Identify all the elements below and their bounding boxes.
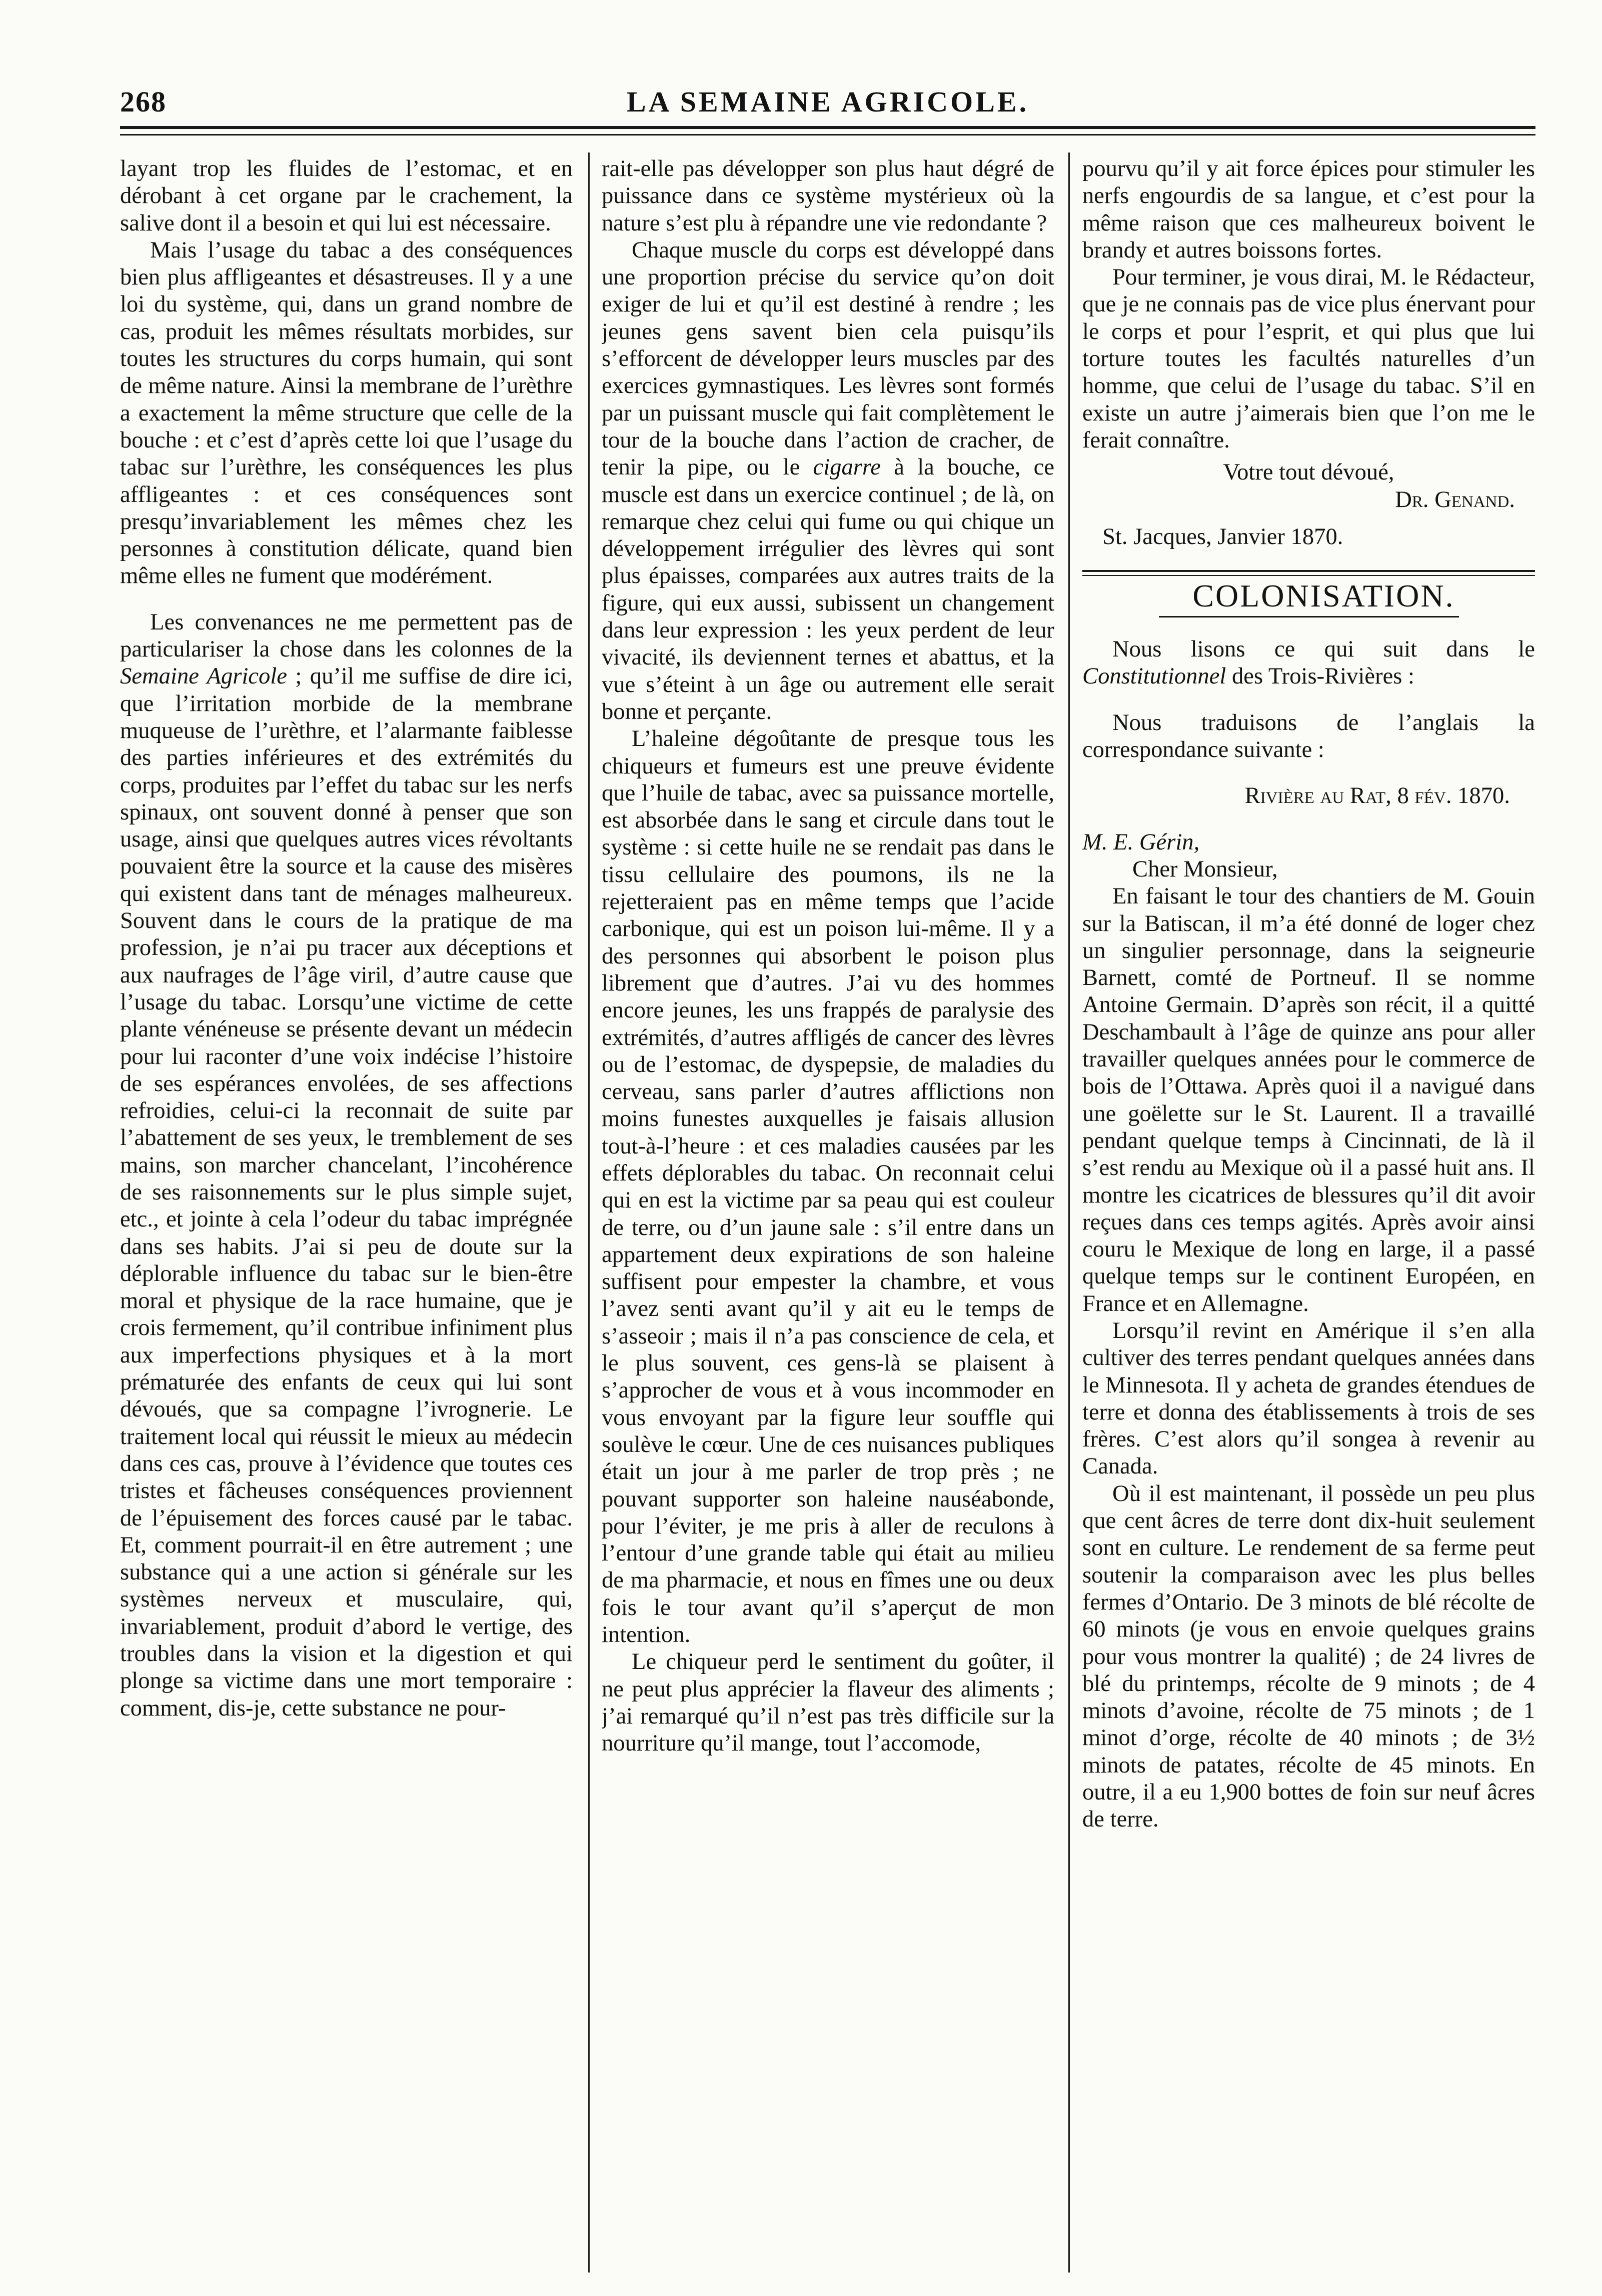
text-run: des Trois-Rivières :	[1226, 663, 1415, 690]
emphasis: cigarre	[813, 454, 881, 480]
column-3	[1082, 155, 1535, 2280]
text-run: à la bouche, ce muscle est dans un exercice continuel ; de là, on remarque chez celui qui fume ou qui chique un développement irrégulier des lèvres qui sont plus épaisses, comparées aux autres traits de la figure, qui eux aussi, subissent un changement dans leur expression : les yeux perdent de leur vivacité, ils deviennent ternes et abattus, et la vue s’éteint à un âge ou autrement elle serait bonne et perçante.	[602, 454, 1054, 724]
section-rule	[1082, 570, 1535, 572]
paragraph: L’haleine dégoûtante de presque tous les chiqueurs et fumeurs est une preuve évidente que l’huile de tabac, avec sa puissance mortelle, est absorbée dans le sang et circule dans tout le système : si cette huile ne se rendait pas dans le tissu cellulaire des poumons, ils ne la rejetteraient pas en même temps que l’acide carbonique, qui est un poison lui-même. Il y a des personnes qui absorbent le poison plus librement que d’autres. J’ai vu des hommes encore jeunes, les uns frappés de paralysie des extrémités, d’autres affligés de cancer des lèvres ou de l’estomac, de dyspepsie, de maladies du cerveau, sans parler d’autres afflictions non moins funestes auxquelles je faisais allusion tout-à-l’heure : et ces maladies causées par les effets déplorables du tabac. On reconnait celui qui en est la victime par sa peau qui est couleur de terre, ou d’un jaune sale : s’il entre dans un appartement deux expirations de son haleine suffisent pour empester la chambre, et vous l’avez senti avant qu’il y ait eu le temps de s’asseoir ; mais il n’a pas conscience de cela, et le plus souvent, ces gens-là se plaisent à s’approcher de vous et à vous incommoder en vous envoyant par la figure leur souffle qui soulève le cœur. Une de ces nuisances publiques était un jour à me parler de trop près ; ne pouvant supporter son haleine nauséabonde, pour l’éviter, je me pris à aller de reculons à l’entour d’une grande table qui était au milieu de ma pharmacie, et nous en fîmes une ou deux fois le tour avant qu’il s’aperçut de mon intention.	[602, 726, 1054, 1648]
section-underline	[1159, 616, 1459, 618]
text-run: ; qu’il me suffise de dire ici, que l’irritation morbide de la membrane muqueuse de l’urèthre, et l’alarmante faiblesse des parties inférieures et des extrémités du corps, produites par l’effet du tabac sur les nerfs spinaux, ont souvent donné à penser que son usage, ainsi que quelques autres vices révoltants pouvaient être la source et la cause des misères qui existent dans tant de ménages malheureux. Souvent dans le cours de la pratique de ma profession, je n’ai pu tracer aux déceptions et aux naufrages de l’âge viril, d’autre cause que l’usage du tabac. Lorsqu’une victime de cette plante vénéneuse se présente devant un médecin pour lui raconter d’une voix indécise l’histoire de ses espérances envolées, de ses affections refroidies, celui-ci la reconnait de suite par l’abattement de ses yeux, le tremblement de ses mains, son marcher chancelant, l’incohérence de ses raisonnements sur le plus simple sujet, etc., et jointe à cela l’odeur du tabac imprégnée dans ses habits. J’ai si peu de doute sur la déplorable influence du tabac sur le bien-être moral et physique de la race humaine, que je crois fermement, qu’il contribue infiniment plus aux imperfections physiques et à la mort prématurée des enfants de ceux qui lui sont dévoués, que sa compagne l’ivrognerie. Le traitement local qui réussit le mieux au médecin dans ces cas, prouve à l’évidence que toutes ces tristes et fâcheuses conséquences proviennent de l’épuisement des forces causé par le tabac. Et, comment pourrait-il en être autrement ; une substance qui a une action si générale sur les systèmes nerveux et musculaire, qui, invariablement, produit d’abord le vertige, des troubles dans la vision et la digestion et qui plonge sa victime dans une mort temporaire : comment, dis-je, cette substance ne pour-	[120, 663, 573, 1721]
paragraph: Pour terminer, je vous dirai, M. le Rédacteur, que je ne connais pas de vice plus énervant pour le corps et pour l’esprit, et qui plus que lui torture toutes les facultés naturelles d’un homme, que celui de l’usage du tabac. S’il en existe un autre j’aimerais bien que l’on me le ferait connaître.	[1082, 264, 1535, 453]
paragraph: Où il est maintenant, il possède un peu plus que cent âcres de terre dont dix-huit seulement sont en culture. Le rendement de sa ferme peut soutenir la comparaison avec les plus belles fermes d’Ontario. De 3 minots de blé récolte de 60 minots (je vous en envoie quelques grains pour vous montrer la qualité) ; de 24 livres de blé du printemps, récolte de 9 minots ; de 4 minots d’avoine, récolte de 75 minots ; de 1 minot d’orge, récolte de 40 minots ; de 3½ minots de patates, récolte de 45 minots. En outre, il a eu 1,900 bottes de foin sur neuf âcres de terre.	[1082, 1480, 1535, 1832]
column-divider	[588, 152, 590, 2272]
paragraph: Le chiqueur perd le sentiment du goûter, il ne peut plus apprécier la flaveur des aliments ; j’ai remarqué qu’il n’est pas très difficile sur la nourriture qu’il mange, tout l’accomode,	[602, 1648, 1054, 1756]
column-1	[120, 155, 573, 2280]
paragraph: Nous traduisons de l’anglais la correspondance suivante :	[1082, 709, 1535, 763]
page-header	[120, 85, 1535, 120]
paragraph: Mais l’usage du tabac a des conséquences bien plus affligeantes et désastreuses. Il y a une loi du système, qui, dans un grand nombre de cas, produit les mêmes résultats morbides, sur toutes les structures du corps humain, qui sont de même nature. Ainsi la membrane de l’urèthre a exactement la même structure que celle de la bouche : et c’est d’après cette loi que l’usage du tabac sur l’urèthre, les conséquences les plus affligeantes : et ces conséquences sont presqu’invariablement les mêmes chez les personnes à constitution délicate, quand bien même elles ne fument que modérément.	[120, 236, 573, 589]
newspaper-name: Constitutionnel	[1082, 663, 1226, 690]
header-rule-thin	[120, 134, 1535, 136]
letter-dateline: Rivière au Rat, 8 fév. 1870.	[1244, 782, 1510, 809]
running-title: LA SEMAINE AGRICOLE.	[626, 86, 1029, 118]
letter-addressee: M. E. Gérin,	[1082, 828, 1200, 855]
letter-signature: Dr. Genand.	[1395, 486, 1515, 512]
page-number: 268	[120, 86, 167, 118]
newspaper-name: Semaine Agricole	[120, 663, 287, 690]
paragraph: rait-elle pas développer son plus haut dégré de puissance dans ce système mystérieux où la nature s’est plu à répandre une vie redondante ?	[602, 156, 1054, 236]
paragraph	[602, 236, 1054, 725]
place-date: St. Jacques, Janvier 1870.	[1102, 523, 1343, 550]
letter-closing: Votre tout dévoué,	[1223, 459, 1394, 486]
paragraph: Lorsqu’il revint en Amérique il s’en alla cultiver des terres pendant quelques années dans le Minnesota. Il y acheta de grandes étendues de terre et donna des établissements à trois de ses frères. C’est alors qu’il songea à revenir au Canada.	[1082, 1317, 1535, 1480]
text-run: Chaque muscle du corps est développé dans une proportion précise du service qu’on doit exiger de lui et qu’il est destiné à rendre ; les jeunes gens savent bien cela puisqu’ils s’efforcent de développer leurs muscles par des exercices gymnastiques. Les lèvres sont formés par un puissant muscle qui fait complètement le tour de la bouche dans l’action de cracher, de tenir la pipe, ou le	[602, 236, 1054, 480]
paragraph: En faisant le tour des chantiers de M. Gouin sur la Batiscan, il m’a été donné de loger chez un singulier personnage, dans la seigneurie Barnett, comté de Portneuf. Il se nomme Antoine Germain. D’après son récit, il a quitté Deschambault à l’âge de quinze ans pour aller travailler quelques années pour le commerce de bois de l’Ottawa. Après quoi il a navigué dans une goëlette sur le St. Laurent. Il a travaillé pendant quelque temps à Cincinnati, de là il s’est rendu au Mexique où il a passé huit ans. Il montre les cicatrices de blessures qu’il dit avoir reçues dans ces temps agités. Après avoir ainsi couru le Mexique de long en large, il a passé quelque temps sur le continent Européen, en France et en Allemagne.	[1082, 883, 1535, 1316]
column-2	[602, 155, 1054, 2280]
header-rule	[120, 126, 1535, 129]
letter-salutation: Cher Monsieur,	[1132, 856, 1278, 882]
paragraph: pourvu qu’il y ait force épices pour stimuler les nerfs engourdis de sa langue, et c’est pour la même raison que ces malheureux boivent le brandy et autres boissons fortes.	[1082, 156, 1535, 263]
paragraph	[1082, 636, 1535, 690]
section-title: COLONISATION.	[1192, 578, 1455, 614]
paragraph: layant trop les fluides de l’estomac, et en dérobant à cet organe par le crachement, la salive dont il a besoin et qui lui est nécessaire.	[120, 156, 573, 236]
paragraph	[120, 608, 573, 1722]
column-divider	[1068, 152, 1070, 2272]
text-run: Nous lisons ce qui suit dans le	[1112, 636, 1535, 662]
text-run: Les convenances ne me permettent pas de particulariser la chose dans les colonnes de la	[120, 608, 573, 662]
